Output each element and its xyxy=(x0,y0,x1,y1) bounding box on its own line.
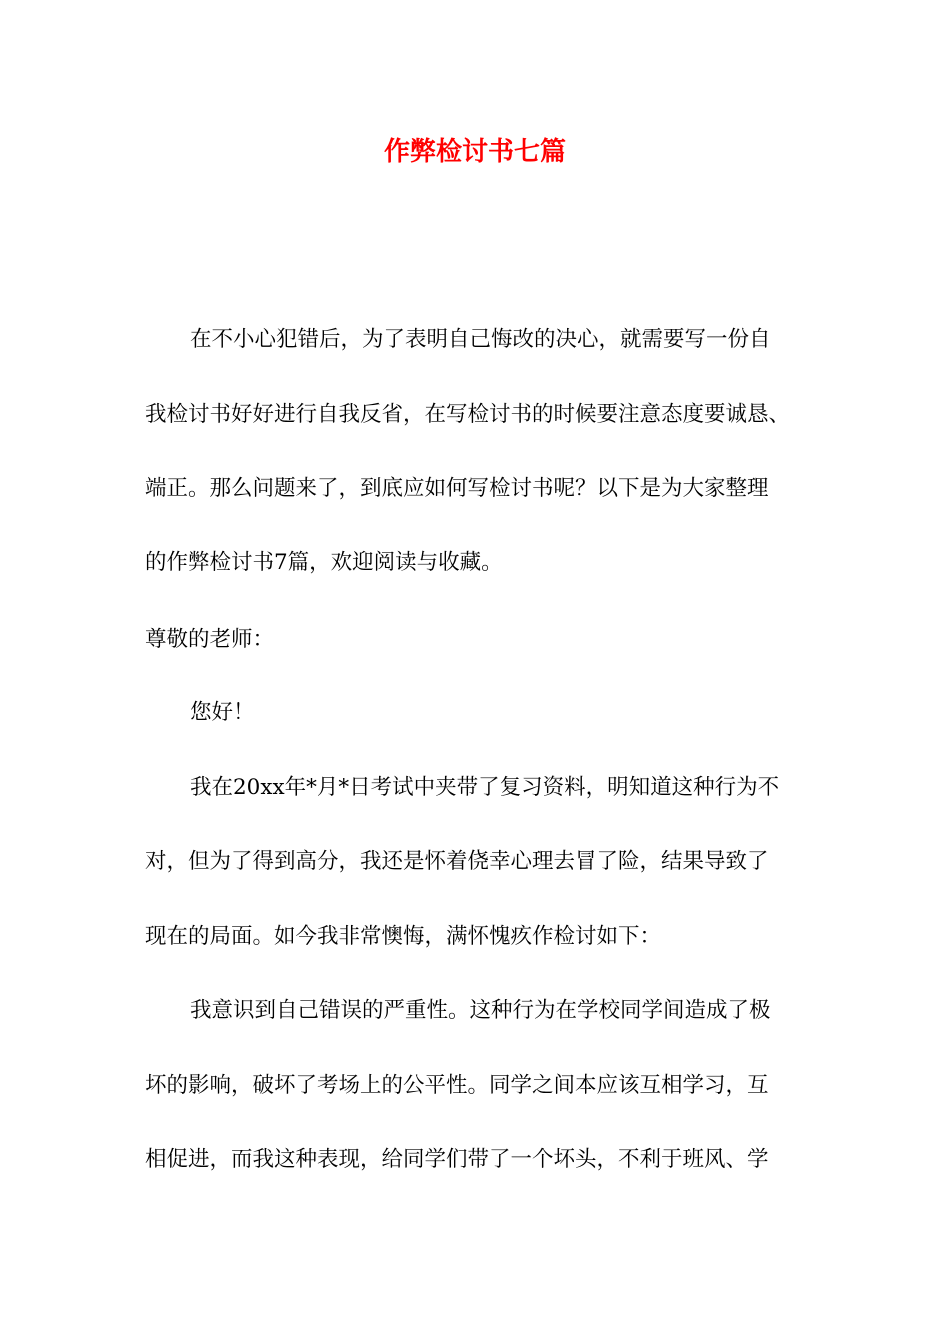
paragraph-line: 在不小心犯错后，为了表明自己悔改的决心，就需要写一份自 xyxy=(190,327,771,352)
paragraph-line: 端正。那么问题来了，到底应如何写检讨书呢？以下是为大家整理 xyxy=(145,476,769,501)
paragraph-line: 我检讨书好好进行自我反省，在写检讨书的时候要注意态度要诚恳、 xyxy=(145,402,791,427)
salutation-line: 尊敬的老师： xyxy=(145,627,275,652)
paragraph-line: 我在20xx年*月*日考试中夹带了复习资料，明知道这种行为不 xyxy=(190,775,780,800)
greeting-line: 您好！ xyxy=(190,700,255,725)
paragraph-line: 现在的局面。如今我非常懊悔，满怀愧疚作检讨如下： xyxy=(145,924,662,949)
document-title: 作弊检讨书七篇 xyxy=(383,137,566,167)
paragraph-line: 相促进，而我这种表现，给同学们带了一个坏头，不利于班风、学 xyxy=(145,1147,769,1172)
paragraph-line: 的作弊检讨书7篇，欢迎阅读与收藏。 xyxy=(145,550,503,575)
paragraph-line: 对，但为了得到高分，我还是怀着侥幸心理去冒了险，结果导致了 xyxy=(145,849,769,874)
paragraph-line: 我意识到自己错误的严重性。这种行为在学校同学间造成了极 xyxy=(190,998,771,1023)
paragraph-line: 坏的影响，破坏了考场上的公平性。同学之间本应该互相学习，互 xyxy=(145,1073,769,1098)
